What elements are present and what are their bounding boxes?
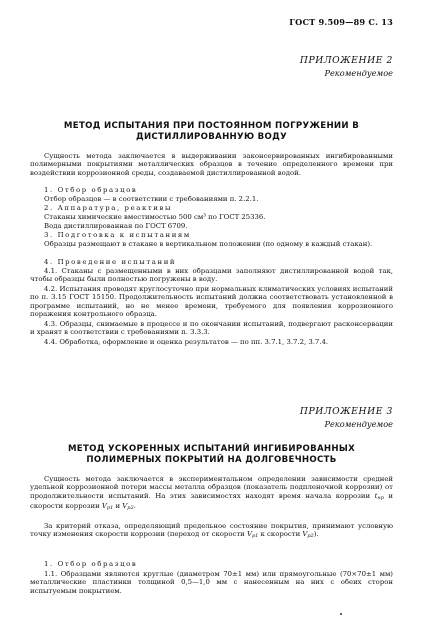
formula-v-p1: $V_{р1}$ [101, 502, 114, 512]
appendix-3-essence [30, 475, 393, 513]
formula-v-p2: $V_{р2}$ [122, 502, 134, 512]
appendix-2-section-3-text: Образцы размещают в стакане в вертикальном положении (по одному в каждый стакан). [44, 240, 373, 248]
criterion-end-text: ). [313, 530, 319, 539]
appendix-2-essence: Сущность метода заключается в выдерживании законсервированных ингибированными полимерными покрытиями металлических образцов в течение определенного времени при воздействии коррозионной среды, создаваемой дистиллированной водой. [30, 152, 393, 177]
formula-v-p2-b: $V_{р2}$ [302, 530, 314, 540]
appendix-2-section-4-4: 4.4. Обработка, оформление и оценка результатов — по пп. 3.7.1, 3.7.2, 3.7.4. [44, 338, 329, 346]
appendix-3-heading-line2: ПОЛИМЕРНЫХ ПОКРЫТИЙ НА ДОЛГОВЕЧНОСТЬ [86, 455, 337, 465]
essence-end-text: . [133, 502, 136, 511]
appendix-3-section-1-1: 1.1. Образцами являются круглые (диаметром 70±1 мм) или прямоугольные (70×70±1 мм) металлические пластинки толщиной 0,5—1,0 мм с нанесенным на них с обеих сторон испытуемым покрытием. [30, 570, 393, 595]
appendix-3-essence-text: Сущность метода заключается в экспериментальном определении зависимости средней удельной коррозионной потери массы металла образцов (показатель подпленочной коррозии) от продолжительности испытаний. На этих зависимостях находят время начала коррозии [30, 475, 393, 500]
appendix-2-section-1-text: Отбор образцов — в соответствии с требованиями п. 2.2.1. [44, 195, 259, 203]
appendix-2-section-3-title: 3. Подготовка к испытаниям [44, 231, 191, 239]
appendix-3-title: ПРИЛОЖЕНИЕ 3 [299, 406, 393, 417]
appendix-2-title: ПРИЛОЖЕНИЕ 2 [299, 55, 393, 66]
appendix-2-section-4-3: 4.3. Образцы, снимаемые в процессе и по окончании испытаний, подвергают расконсервации и хранят в соответствии с требованиями п. 3.3.3. [30, 320, 393, 337]
appendix-2-section-4-2: 4.2. Испытания проводят круглосуточно при нормальных климатических условиях испытаний по п. 3.15 ГОСТ 15150. Продолжительность испытаний должна соответствовать установленной в программе испытаний, но не менее времени, требуемого для появления коррозионного поражения контрольного образца. [30, 285, 393, 319]
appendix-2-section-2-text1: Стаканы химические вместимостью 500 см³ по ГОСТ 25336. [44, 213, 266, 221]
appendix-2-status: Рекомендуемое [324, 68, 393, 78]
scan-speck [340, 613, 342, 615]
appendix-3-heading-line1: МЕТОД УСКОРЕННЫХ ИСПЫТАНИЙ ИНГИБИРОВАННЫХ [67, 444, 356, 454]
appendix-3-section-1-title: 1. Отбор образцов [44, 560, 138, 568]
appendix-3-criterion-text: За критерий отказа, определяющий предельное состояние покрытия, принимают условную точку изменения скорости коррозии (переход от скорости [30, 522, 393, 539]
appendix-3-status: Рекомендуемое [324, 419, 393, 429]
appendix-3-criterion [30, 522, 393, 541]
appendix-2-section-4-title: 4. Проведение испытаний [44, 258, 177, 266]
page-header: ГОСТ 9.509—89 С. 13 [289, 17, 393, 27]
appendix-2-section-4-1: 4.1. Стаканы с размещенными в них образцами заполняют дистиллированной водой так, чтобы образцы были полностью погружены в воду. [30, 267, 393, 284]
formula-v-p1-b: $V_{р1}$ [246, 530, 259, 540]
appendix-2-heading [30, 121, 393, 143]
criterion-mid-text: к скорости [260, 530, 301, 539]
appendix-2-heading-line2: ДИСТИЛЛИРОВАННУЮ ВОДУ [135, 132, 287, 142]
appendix-2-section-1-title: 1. Отбор образцов [44, 186, 138, 194]
appendix-2-section-2-title: 2. Аппаратура, реактивы [44, 204, 173, 212]
essence-and-text: и [115, 502, 121, 511]
essence-mid-text: и скорости коррозии [30, 491, 393, 511]
formula-t-start: $t_{нр}$ [374, 491, 384, 501]
appendix-2-section-2-text2: Вода дистиллированная по ГОСТ 6709. [44, 222, 188, 230]
appendix-2-heading-line1: МЕТОД ИСПЫТАНИЯ ПРИ ПОСТОЯННОМ ПОГРУЖЕНИИ В [63, 121, 360, 131]
appendix-3-heading [30, 444, 393, 466]
